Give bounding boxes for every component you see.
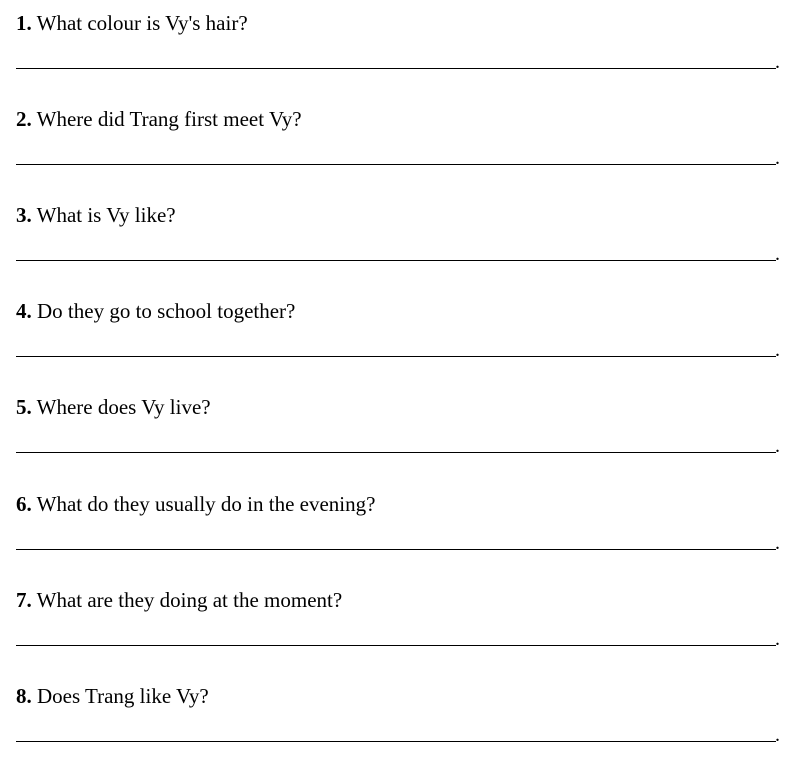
question-3 xyxy=(16,196,796,286)
answer-line-7[interactable] xyxy=(16,645,776,646)
question-1-prompt: What colour is Vy's hair? xyxy=(31,11,248,35)
question-6-text xyxy=(16,491,375,517)
question-5-text xyxy=(16,394,211,420)
answer-line-3[interactable] xyxy=(16,260,776,261)
answer-line-6[interactable] xyxy=(16,549,776,550)
question-6-prompt: What do they usually do in the evening? xyxy=(31,492,376,516)
question-3-prompt: What is Vy like? xyxy=(31,203,176,227)
question-2-text xyxy=(16,106,302,132)
question-5 xyxy=(16,388,796,478)
question-8 xyxy=(16,677,796,767)
question-8-number: 8. xyxy=(16,684,32,708)
question-6-number: 6. xyxy=(16,492,32,516)
question-8-text xyxy=(16,683,209,709)
answer-line-4-period: . xyxy=(775,339,780,361)
question-7-number: 7. xyxy=(16,588,32,612)
answer-line-2[interactable] xyxy=(16,164,776,165)
question-5-prompt: Where does Vy live? xyxy=(31,395,211,419)
answer-line-3-period: . xyxy=(775,243,780,265)
answer-line-6-period: . xyxy=(775,532,780,554)
answer-line-5-period: . xyxy=(775,435,780,457)
question-8-prompt: Does Trang like Vy? xyxy=(31,684,209,708)
question-4-text xyxy=(16,298,295,324)
question-4 xyxy=(16,292,796,382)
answer-line-7-period: . xyxy=(775,628,780,650)
question-6 xyxy=(16,485,796,575)
answer-line-2-period: . xyxy=(775,147,780,169)
question-5-number: 5. xyxy=(16,395,32,419)
answer-line-5[interactable] xyxy=(16,452,776,453)
question-7 xyxy=(16,581,796,671)
question-1 xyxy=(16,4,796,94)
answer-line-1-period: . xyxy=(775,51,780,73)
answer-line-8-period: . xyxy=(775,724,780,746)
question-2 xyxy=(16,100,796,190)
question-7-text xyxy=(16,587,342,613)
answer-line-8[interactable] xyxy=(16,741,776,742)
question-1-text xyxy=(16,10,248,36)
question-1-number: 1. xyxy=(16,11,32,35)
question-4-number: 4. xyxy=(16,299,32,323)
question-2-prompt: Where did Trang first meet Vy? xyxy=(31,107,302,131)
question-2-number: 2. xyxy=(16,107,32,131)
question-3-number: 3. xyxy=(16,203,32,227)
answer-line-4[interactable] xyxy=(16,356,776,357)
answer-line-1[interactable] xyxy=(16,68,776,69)
question-7-prompt: What are they doing at the moment? xyxy=(31,588,343,612)
question-4-prompt: Do they go to school together? xyxy=(31,299,296,323)
question-3-text xyxy=(16,202,176,228)
